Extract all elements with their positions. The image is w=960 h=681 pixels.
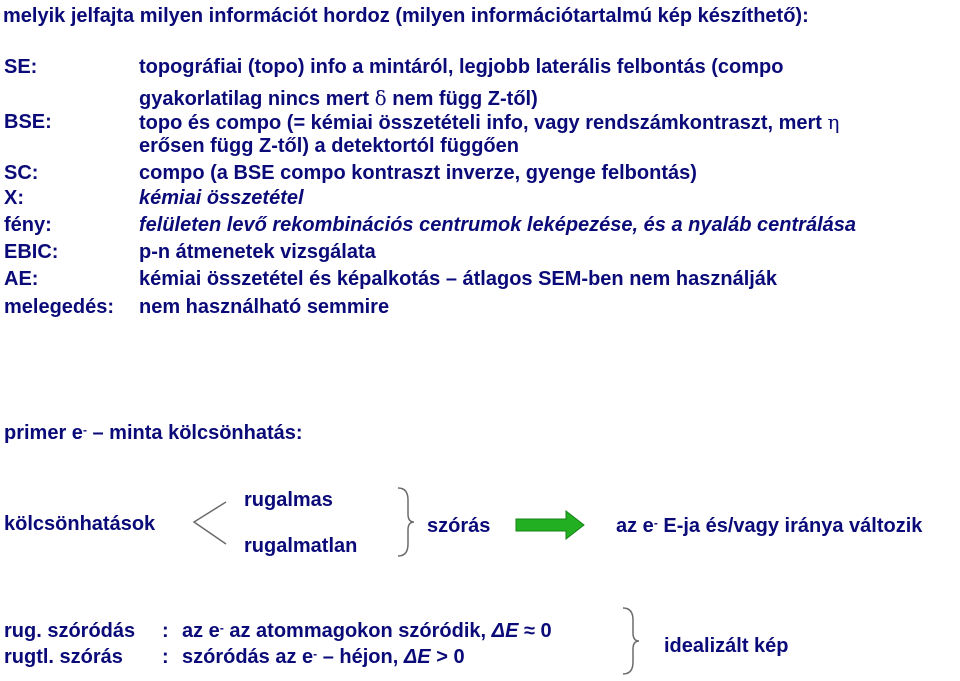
desc-melegedes: nem használható semmire (139, 296, 390, 318)
desc-x: kémiai összetétel (139, 187, 304, 209)
row-elastic-label: rug. szóródás (4, 620, 136, 642)
section-title-interaction: primer e- – minta kölcsönhatás: (4, 422, 303, 444)
desc-ebic: p-n átmenetek vizsgálata (139, 241, 376, 263)
delta-e-symbol: ΔE (491, 620, 519, 642)
desc-sc: compo (a BSE compo kontraszt inverze, gyenge felbontás) (139, 162, 697, 184)
desc-se-cont: gyakorlatilag nincs mert δ nem függ Z-től) (139, 86, 538, 110)
delta-symbol: δ (374, 86, 387, 110)
desc-bse: topo és compo (= kémiai összetételi info, vagy rendszámkontraszt, mert η (139, 110, 840, 134)
green-arrow-icon (516, 510, 586, 540)
desc-ae: kémiai összetétel és képalkotás – átlagos SEM-ben nem használják (139, 268, 778, 290)
diagram-middle-label: szórás (427, 515, 491, 537)
row-inelastic-text: szóródás az e- – héjon, ΔE > 0 (182, 646, 465, 668)
diagram-result: az e- E-ja és/vagy iránya változik (616, 515, 923, 537)
diagram-left-label: kölcsönhatások (4, 513, 156, 535)
row-elastic-colon: : (162, 620, 169, 642)
slide-heading: melyik jelfajta milyen információt hordoz (milyen információtartalmú kép készíthető): (3, 5, 809, 27)
desc-feny: felületen levő rekombinációs centrumok leképezése, és a nyaláb centrálása (139, 214, 856, 236)
label-bse: BSE: (4, 111, 52, 133)
fork-icon (190, 498, 230, 548)
label-se: SE: (4, 56, 38, 78)
row-elastic-text: az e- az atommagokon szóródik, ΔE ≈ 0 (182, 620, 552, 642)
right-brace-icon (396, 486, 416, 558)
row-inelastic-colon: : (162, 646, 169, 668)
label-sc: SC: (4, 162, 39, 184)
desc-se: topográfiai (topo) info a mintáról, legjobb laterális felbontás (compo (139, 56, 784, 78)
delta-e-symbol: ΔE (403, 646, 431, 668)
eta-symbol: η (827, 110, 840, 134)
row-inelastic-label: rugtl. szórás (4, 646, 123, 668)
label-x: X: (4, 187, 24, 209)
branch-elastic: rugalmas (244, 489, 333, 511)
right-brace-icon-2 (621, 606, 641, 676)
desc-bse-cont: erősen függ Z-től) a detektortól függően (139, 135, 519, 157)
label-melegedes: melegedés: (4, 296, 115, 318)
label-ebic: EBIC: (4, 241, 59, 263)
label-ae: AE: (4, 268, 39, 290)
result-ideal-image: idealizált kép (664, 635, 789, 657)
label-feny: fény: (4, 214, 52, 236)
branch-inelastic: rugalmatlan (244, 535, 358, 557)
